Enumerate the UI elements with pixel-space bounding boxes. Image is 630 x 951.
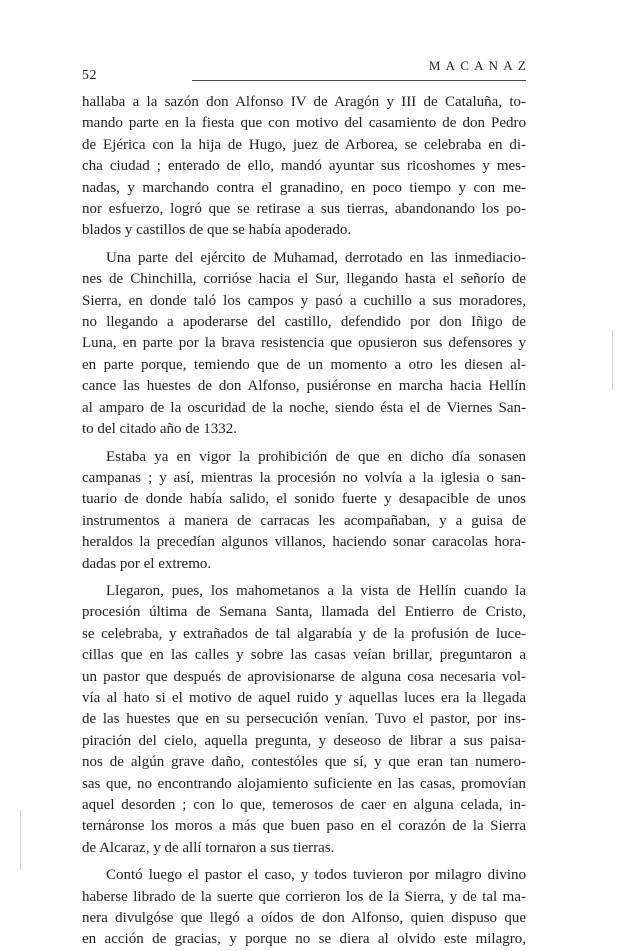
text-line: cha ciudad ; enterado de ello, mandó ayuntar sus ricoshomes y mes- [82, 158, 526, 175]
page-header [82, 58, 531, 88]
text-line: no llegando a apoderarse del castillo, defendido por don Iñigo de [82, 314, 526, 331]
running-head: MACANAZ [428, 58, 531, 73]
text-line: Llegaron, pues, los mahometanos a la vista de Hellín cuando la [106, 582, 526, 599]
body-text [82, 92, 526, 951]
text-line: nes de Chinchilla, corrióse hacia el Sur, llegando hasta el señorío de [82, 271, 526, 288]
text-line: de Ejérica con la hija de Hugo, juez de Arborea, se celebraba en di- [82, 136, 526, 153]
text-line: haberse librado de la suerte que corrieron los de la Sierra, y de tal ma- [82, 888, 526, 905]
text-line: Luna, en parte por la brava resistencia que opusieron sus defensores y [82, 335, 526, 352]
text-line: aquel desorden ; con lo que, temerosos de caer en alguna celada, in- [82, 797, 526, 813]
page-number: 52 [82, 68, 97, 83]
text-line: instrumentos a manera de carracas les acompañaban, y a guisa de [82, 512, 526, 529]
text-line: tuario de donde había salido, el sonido fuerte y desapacible de unos [82, 491, 526, 508]
text-line: un pastor que después de aprovisionarse de alguna cosa necesaria vol- [82, 668, 526, 685]
text-line: dadas por el extremo. [82, 555, 212, 572]
text-line: campanas ; y así, mientras la procesión no volvía a la iglesia o san- [82, 469, 526, 486]
scan-edge-mark [612, 330, 613, 390]
text-line: Una parte del ejército de Muhamad, derrotado en las inmediacio- [106, 249, 526, 266]
text-line: procesión última de Semana Santa, llamada del Entierro de Cristo, [82, 604, 526, 621]
scan-edge-mark [20, 810, 21, 870]
text-line: en parte porque, temiendo que de un momento a otro les diesen al- [82, 356, 526, 373]
text-line: Estaba ya en vigor la prohibición de que en dicho día sonasen [106, 448, 526, 465]
text-line: mando parte en la fiesta que con motivo del casamiento de don Pedro [82, 115, 526, 132]
text-line: de las huestes que en su persecución venían. Tuvo el pastor, por ins- [82, 711, 526, 728]
text-line: sas que, no encontrando alojamiento suficiente en las casas, promovían [82, 775, 526, 792]
text-line: nos de algún grave daño, contestóles que sí, y que eran tan numero- [82, 754, 526, 771]
text-line: blados y castillos de que se había apoderado. [82, 222, 352, 239]
paragraph [82, 447, 526, 575]
text-line: cillas que en las calles y sobre las casas veían brillar, preguntaron a [82, 647, 526, 664]
paragraph [82, 92, 526, 242]
text-line: nor esfuerzo, logró que se retirase a sus tierras, abandonando los po- [82, 201, 526, 218]
text-line: Contó luego el pastor el caso, y todos tuvieron por milagro divino [106, 867, 526, 884]
text-line: al amparo de la oscuridad de la noche, siendo ésta el de Viernes San- [82, 399, 526, 416]
text-line: hallaba a la sazón don Alfonso IV de Aragón y III de Cataluña, to- [82, 94, 526, 110]
paragraph [82, 581, 526, 859]
paragraph [82, 248, 526, 441]
text-line: ternáronse los moros a más que buen paso en el corazón de la Sierra [82, 818, 526, 835]
text-line: Sierra, en donde taló los campos y pasó a cuchillo a sus moradores, [82, 292, 526, 309]
text-line: nadas, y marchando contra el granadino, en poco tiempo y con me- [82, 179, 526, 196]
text-line: heraldos la precedían algunos villanos, haciendo sonar caracolas hora- [82, 534, 526, 551]
paragraph [82, 865, 526, 951]
text-line: se celebraba, y extrañados de tal algarabía y de la profusión de luce- [82, 625, 526, 642]
text-line: to del citado año de 1332. [82, 421, 237, 438]
text-line: nera divulgóse que llegó a oídos de don Alfonso, quien dispuso que [82, 910, 526, 927]
header-rule [192, 80, 526, 81]
text-line: en acción de gracias, y porque no se diera al olvido este milagro, [82, 931, 526, 948]
text-line: piración del cielo, aquella pregunta, y deseoso de librar a sus paisa- [82, 732, 526, 749]
text-line: de Alcaraz, y de allí tornaron a sus tierras. [82, 839, 335, 856]
text-line: cance las huestes de don Alfonso, pusiéronse en marcha hacia Hellín [82, 378, 526, 395]
text-line: vía al hato si el motivo de aquel ruido y aquellas luces era la llegada [82, 689, 526, 706]
